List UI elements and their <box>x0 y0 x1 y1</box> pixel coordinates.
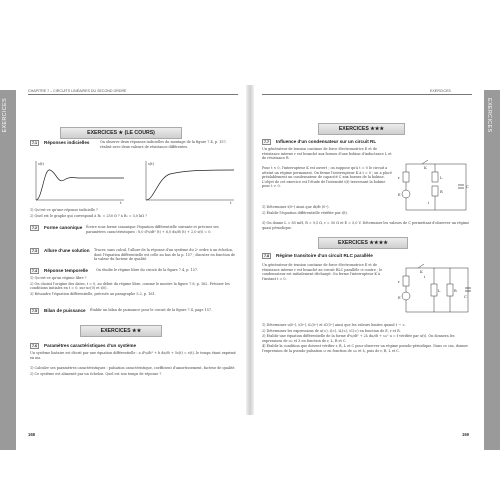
exercise-questions <box>30 208 238 219</box>
exercise-title: Allure d'une solution <box>44 247 90 253</box>
exercise-number: 7.4 <box>32 269 37 273</box>
exercise-number: 7.7 <box>264 140 269 144</box>
exercise-questions <box>262 323 472 355</box>
graph-right-xlabel: t <box>230 201 232 204</box>
exercise-title: Forme canonique <box>44 224 83 230</box>
exercise-lead: Un générateur de tension continue de force électromotrice E et de résistance interne r est branché aux bornes d'une bobine d'inductance L et de résistance R. <box>262 147 392 161</box>
schema2-label: R <box>454 289 457 293</box>
right-side-tab: EXERCICES <box>484 90 500 450</box>
book-gutter <box>246 85 254 415</box>
exercise-lead: On observe deux réponses indicielles du montage de la figure 7.4, p. 157, réalisé avec deux valeurs de résistance différentes. <box>100 140 227 149</box>
circuit-schema-rlc <box>398 262 472 320</box>
exercise-questions <box>30 276 238 297</box>
exercise-lead: Un système linéaire est décrit par une équation différentielle : a d²s/dt² + b ds/dt + 5s(t) = e(t), le temps étant exprimé en ms. <box>30 351 236 360</box>
schema2-label: K <box>420 270 423 274</box>
exercise-number: 7.3 <box>32 249 37 253</box>
step-response-graph-right <box>140 158 236 204</box>
exercise-questions <box>30 366 238 377</box>
exercise-question-long: 3) On donne L = 85 mH, R = 9,5 Ω, r = 50 Ω et E = 5,0 V. Déterminer les valeurs de C permettant d'observer un régime quasi périodique. <box>262 221 470 230</box>
question: 1) Déterminer u(0⁺), i(0⁺), iL(0⁺) et iC(0⁺) ainsi que les valeurs limites quand t → ∞. <box>262 323 406 327</box>
schema2-label: i <box>424 275 426 279</box>
question: 3) Établir une équation différentielle de la forme d²u/dt² + 2λ du/dt + ω₀² u = f vérifiée par u(t). On donnera les expressions de ω₀ et λ en fonction de r, L, R et C. <box>262 334 455 343</box>
schema1-label: K <box>424 166 427 170</box>
exercise-lead: Un générateur de tension continue de force électromotrice E et de résistance interne r est branché au circuit RLC parallèle ci-contre ; le condensateur est initialement déchargé. On ferme l'interrupteur K à l'instant t = 0. <box>262 263 383 281</box>
left-side-tab: EXERCICES <box>0 90 16 450</box>
exercise-lead: Établir un bilan de puissance pour le circuit de la figure 7.4, page 157. <box>90 308 213 312</box>
question: 3) Résoudre l'équation différentielle, précisée au paragraphe 5.2, p. 161. <box>30 291 156 296</box>
banner-cours: EXERCICES ★ (LE COURS) <box>60 127 182 139</box>
exercise-lead: On étudie le régime libre du circuit de la figure 7.4, p. 157. <box>96 268 199 272</box>
question: 2) On choisit l'origine des dates, t = 0, au début du régime libre, comme le montre la figure 7.8, p. 162. Préciser les conditions initiales en t = 0, sur uc(0) et i(0). <box>30 281 230 291</box>
exercise-number: 7.1 <box>32 141 37 145</box>
schema1-label: i <box>428 201 430 205</box>
schema2-label: E <box>398 296 401 300</box>
exercise-title: Réponse temporelle <box>44 267 88 273</box>
banner-two-star: EXERCICES ★★ <box>80 325 162 337</box>
schema1-label: r <box>398 176 400 180</box>
exercise-number: 7.6 <box>32 344 37 348</box>
left-head-rule <box>28 94 238 95</box>
question: 4) Établir la condition que doivent vérifier r, R, L et C pour observer un régime pseudo-périodique. Dans ce cas, donner l'expression de la pseudo-pulsation ω en fonction de ω₀ et λ, puis de r, R, L et C. <box>262 344 469 353</box>
exercise-title: Paramètres caractéristiques d'un système <box>44 342 136 348</box>
question: 2) Déterminer les expressions de u(∞), i(∞), iL(∞), iC(∞) en fonction de E, r et R. <box>262 328 401 333</box>
schema1-label: R <box>440 190 443 194</box>
schema2-label: L <box>438 289 441 293</box>
exercise-number: 7.5 <box>32 309 37 313</box>
banner-three-star: EXERCICES ★★★ <box>318 123 405 135</box>
exercise-title: Influence d'un condensateur sur un circuit RL <box>276 138 377 144</box>
exercise-title: Bilan de puissance <box>44 307 86 313</box>
left-page-number: 168 <box>28 432 35 437</box>
step-response-graph-left <box>30 158 126 204</box>
left-running-head: CHAPITRE 7 – CIRCUITS LINÉAIRES DU SECOND ORDRE <box>28 89 127 93</box>
schema1-label: C <box>466 185 469 189</box>
circuit-schema-rl <box>398 158 472 218</box>
exercise-title: Régime transitoire d'un circuit RLC parallèle <box>276 252 373 258</box>
exercise-lead: Écrire sous forme canonique l'équation différentielle suivante et préciser ses paramètres caractéristiques : 8,0 d²s/dt² (t) + 6,0 ds/dt (t) + 2,0 s(t) = 0. <box>86 225 219 234</box>
question: 2) Établir l'équation différentielle vérifiée par i(t). <box>262 210 348 215</box>
question: 2) Quel est le graphe qui correspond à R₁ = 250 Ω ? à R₂ = 5,0 kΩ ? <box>30 213 147 218</box>
right-head-rule <box>262 94 472 95</box>
exercise-number: 7.2 <box>32 226 37 230</box>
graph-right-ylabel: s(t) <box>148 162 154 166</box>
right-running-head: EXERCICES <box>430 89 451 93</box>
question: 1) Qu'est-ce qu'une réponse indicielle ? <box>30 208 98 212</box>
question: 1) Déterminer i(0⁺) ainsi que di/dt (0⁺). <box>262 205 330 209</box>
schema1-label: E <box>398 193 401 197</box>
schema1-label: L <box>440 176 443 180</box>
banner-four-star: EXERCICES ★★★★ <box>318 237 408 249</box>
exercise-number: 7.8 <box>264 254 269 258</box>
exercise-body: Pour t < 0, l'interrupteur K est ouvert ; on suppose qu'à t = 0 le circuit a atteint un régime permanent. On ferme l'interrupteur K à t = 0 ; on a placé préalablement un condensateur de capacité C aux bornes de la bobine. L'objet de cet exercice est l'étude de l'intensité i(t) traversant la bobine pour t > 0. <box>262 166 392 189</box>
exercise-lead: Tracer, sans calcul, l'allure de la réponse d'un système du 2ᵉ ordre à un échelon, dont l'équation différentielle est celle au bas de la p. 157 ; discuter en fonction de la valeur du facteur de qualité. <box>94 248 236 262</box>
right-page-number: 169 <box>462 432 469 437</box>
graph-left-ylabel: s(t) <box>38 162 44 166</box>
schema2-label: r <box>398 280 400 284</box>
exercise-questions <box>262 205 396 216</box>
question: 2) Ce système est alimenté par un échelon. Quel est son temps de réponse ? <box>30 371 162 376</box>
graph-left-xlabel: t <box>120 201 122 204</box>
exercise-title: Réponses indicielles <box>44 139 90 145</box>
question: 1) Qu'est-ce qu'un régime libre ? <box>30 276 87 280</box>
question: 1) Calculer ses paramètres caractéristiques : pulsation caractéristique, coefficient d'amortissement, facteur de qualité. <box>30 366 236 370</box>
schema2-label: C <box>464 295 467 299</box>
